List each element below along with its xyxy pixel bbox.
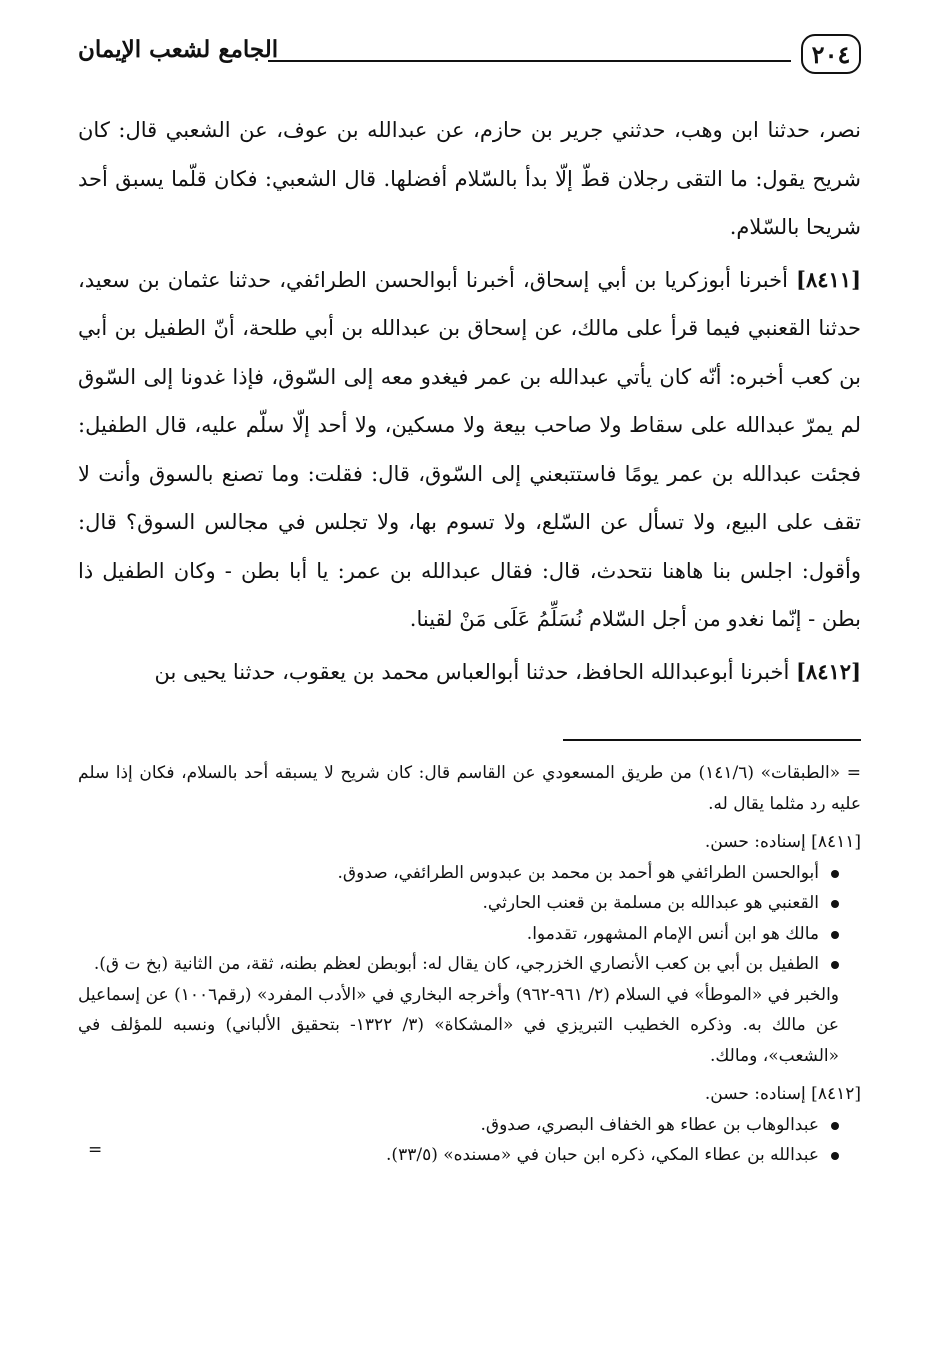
- footnote-heading-8412: [٨٤١٢] إسناده: حسن.: [704, 1084, 861, 1104]
- bullet-icon: [831, 1152, 839, 1160]
- list-item: أبوالحسن الطرائفي هو أحمد بن محمد بن عبدوس الطرائفي، صدوق.: [78, 858, 839, 889]
- main-text: [78, 106, 861, 700]
- bullet-icon: [831, 931, 839, 939]
- list-item: الطفيل بن أبي بن كعب الأنصاري الخزرجي، كان يقال له: أبوبطن لعظم بطنه، ثقة، من الثانية (بخ ت ق).: [78, 949, 839, 980]
- footnote-divider: [563, 739, 861, 741]
- header-rule: [268, 60, 791, 62]
- footnote-continuation: = «الطبقات» (١٤١/٦) من طريق المسعودي عن القاسم قال: كان شريح لا يسبقه أحد بالسلام، فكان إذا سلم عليه رد مثلما يقال له.: [78, 763, 862, 814]
- page-header: [78, 34, 861, 78]
- footnote-list-8412: [78, 1110, 861, 1171]
- footnote-note-8411: والخبر في «الموطأ» في السلام (٢/ ٩٦١-٩٦٢) وأخرجه البخاري في «الأدب المفرد» (رقم١٠٠٦) عن إسماعيل عن مالك به. وذكره الخطيب التبريزي في «المشكاة» (٣/ ١٣٢٢- بتحقيق الألباني) ونسبه للمؤلف في «الشعب»، ومالك.: [78, 984, 839, 1066]
- footnote-list-8411: [78, 858, 861, 980]
- hadith-number: [٨٤١٢]: [796, 658, 861, 684]
- book-title: الجامع لشعب الإيمان: [78, 36, 279, 63]
- page-number: ٢٠٤: [801, 34, 861, 74]
- hadith-8412: [78, 648, 861, 697]
- list-item: عبدالوهاب بن عطاء هو الخفاف البصري، صدوق.: [78, 1110, 839, 1141]
- paragraph-continuation: نصر، حدثنا ابن وهب، حدثني جرير بن حازم، عن عبدالله بن عوف، عن الشعبي قال: كان شريح يقول: ما التقى رجلان قطّ إلّا بدأ بالسّلام أفضلها. قال الشعبي: فكان قلّما يسبق أحد شريحا بالسّلام.: [78, 118, 861, 239]
- footnote-heading-8411: [٨٤١١] إسناده: حسن.: [704, 832, 861, 852]
- list-item: عبدالله بن عطاء المكي، ذكره ابن حبان في «مسنده» (٣٣/٥).: [78, 1140, 839, 1171]
- hadith-8411: [78, 256, 861, 644]
- bullet-icon: [831, 870, 839, 878]
- bullet-icon: [831, 900, 839, 908]
- hadith-number: [٨٤١١]: [796, 266, 861, 292]
- hadith-text: أخبرنا أبوعبدالله الحافظ، حدثنا أبوالعباس محمد بن يعقوب، حدثنا يحيى بن: [154, 659, 790, 684]
- continuation-mark: =: [88, 1140, 103, 1160]
- list-item: القعنبي هو عبدالله بن مسلمة بن قعنب الحارثي.: [78, 888, 839, 919]
- hadith-text: أخبرنا أبوزكريا بن أبي إسحاق، أخبرنا أبوالحسن الطرائفي، حدثنا عثمان بن سعيد، حدثنا القعنبي فيما قرأ على مالك، عن إسحاق بن عبدالله بن أبي طلحة، أنّ الطفيل بن أبي بن كعب أخبره: أنّه كان يأتي عبدالله بن عمر فيغدو معه إلى السّوق، فإذا غدونا إلى السّوق لم يمرّ عبدالله على سقاط ولا صاحب بيعة ولا مسكين، ولا أحد إلّا سلّم عليه، قال الطفيل: فجئت عبدالله بن عمر يومًا فاستتبعني إلى السّوق، قال: فقلت: وما تصنع بالسوق وأنت لا تقف على البيع، ولا تسأل عن السّلع، ولا تسوم بها، ولا تجلس في مجالس السوق؟ قال: وأقول: اجلس بنا هاهنا نتحدث، قال: فقال عبدالله بن عمر: يا أبا بطن - وكان الطفيل ذا بطن - إنّما نغدو من أجل السّلام نُسَلِّمُ عَلَى مَنْ لقينا.: [78, 267, 861, 631]
- bullet-icon: [831, 961, 839, 969]
- footnotes: [78, 758, 861, 1171]
- bullet-icon: [831, 1122, 839, 1130]
- list-item: مالك هو ابن أنس الإمام المشهور، تقدموا.: [78, 919, 839, 950]
